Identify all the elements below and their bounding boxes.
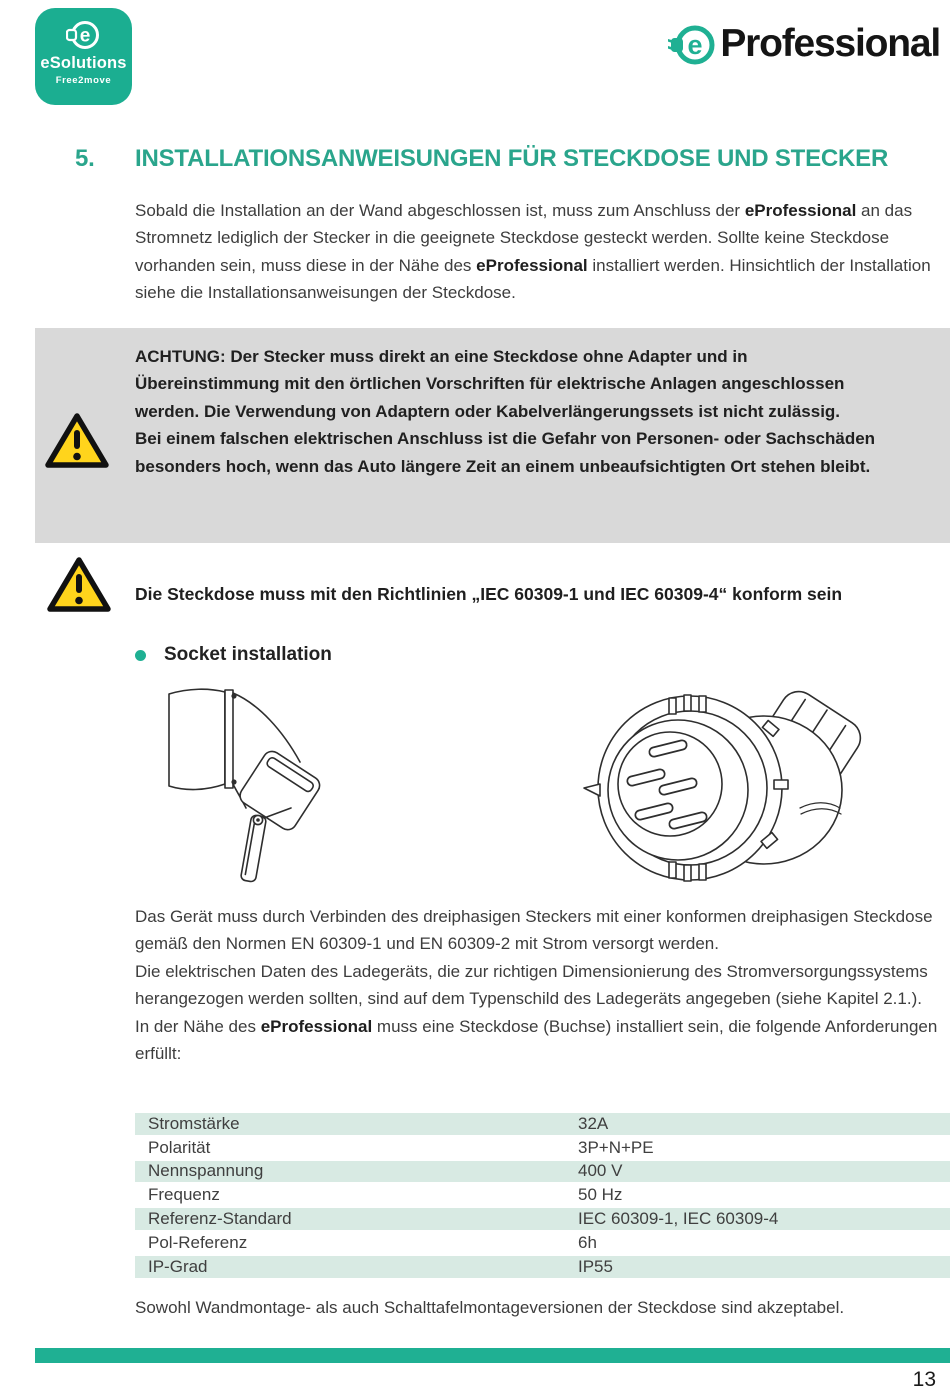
compliance-note: Die Steckdose muss mit den Richtlinien „IEC 60309-1 und IEC 60309-4“ konform sein bbox=[135, 584, 843, 604]
body-paragraph-3 bbox=[135, 1013, 940, 1068]
closing-sentence: Sowohl Wandmontage- als auch Schalttafelmontageversionen der Steckdose sind akzeptabel. bbox=[135, 1298, 845, 1317]
table-row bbox=[135, 1112, 950, 1136]
table-row bbox=[135, 1160, 950, 1184]
bullet-dot-icon bbox=[135, 650, 146, 661]
table-row bbox=[135, 1136, 950, 1160]
table-row bbox=[135, 1255, 950, 1279]
plug-drawing bbox=[568, 688, 863, 888]
spec-label: Nennspannung bbox=[148, 1161, 264, 1181]
spec-value: 3P+N+PE bbox=[578, 1137, 654, 1157]
spec-label: Polarität bbox=[148, 1137, 211, 1157]
table-row bbox=[135, 1231, 950, 1255]
svg-text:e: e bbox=[79, 25, 90, 47]
spec-label: IP-Grad bbox=[148, 1256, 208, 1276]
spec-label: Frequenz bbox=[148, 1185, 220, 1205]
spec-value: 400 V bbox=[578, 1161, 623, 1181]
free2move-wordmark: Free2move bbox=[55, 75, 112, 86]
esolutions-wordmark: eSolutions bbox=[40, 54, 127, 72]
page-number: 13 bbox=[912, 1368, 936, 1391]
intro-text: installiert werden. Hinsichtlich der Installation siehe die Installationsanweisungen der Steckdose. bbox=[135, 255, 931, 303]
intro-text: Sobald die Installation an der Wand abgeschlossen ist, muss zum Anschluss der bbox=[135, 201, 745, 220]
socket-installation-label: Socket installation bbox=[164, 644, 332, 665]
intro-text: an das Stromnetz lediglich der Stecker in die geeignete Steckdose gesteckt werden. Sollte keine Steckdose vorhanden sein, muss diese in der Nähe des bbox=[135, 201, 913, 275]
spec-value: 50 Hz bbox=[578, 1185, 623, 1205]
section-heading bbox=[75, 145, 888, 173]
caution-text bbox=[135, 343, 877, 480]
table-row bbox=[135, 1183, 950, 1207]
caution-paragraph-1: ACHTUNG: Der Stecker muss direkt an eine Steckdose ohne Adapter und in Übereinstimmung mit den örtlichen Vorschriften für elektrische Anlagen angeschlossen werden. Die Verwendung von Adaptern oder Kabelverlängerungssets ist nicht zulässig. bbox=[135, 347, 845, 421]
section-title: INSTALLATIONSANWEISUNGEN FÜR STECKDOSE UND STECKER bbox=[135, 145, 889, 172]
eprofessional-logo bbox=[668, 20, 940, 70]
table-row bbox=[135, 1207, 950, 1231]
socket-drawing bbox=[163, 684, 338, 890]
socket-spec-table bbox=[135, 1112, 950, 1279]
esolutions-e-emblem-icon bbox=[66, 17, 102, 53]
body-text: In der Nähe des bbox=[135, 1016, 261, 1036]
spec-label: Stromstärke bbox=[148, 1113, 240, 1133]
spec-value: 32A bbox=[578, 1113, 609, 1133]
footer-bar bbox=[35, 1348, 950, 1363]
spec-value: 6h bbox=[578, 1232, 597, 1252]
body-paragraphs bbox=[135, 903, 940, 1067]
eprofessional-e-emblem-icon bbox=[668, 20, 718, 70]
svg-text:e: e bbox=[687, 30, 703, 60]
intro-paragraph bbox=[135, 197, 941, 307]
spec-label: Pol-Referenz bbox=[148, 1232, 248, 1252]
body-bold-eprofessional: eProfessional bbox=[260, 1016, 373, 1036]
esolutions-logo bbox=[35, 8, 132, 105]
intro-bold-eprofessional: eProfessional bbox=[476, 255, 588, 275]
eprofessional-wordmark: Professional bbox=[720, 21, 940, 65]
intro-bold-eprofessional: eProfessional bbox=[744, 201, 857, 220]
body-paragraph-2: Die elektrischen Daten des Ladegeräts, die zur richtigen Dimensionierung des Stromversorgungssystems herangezogen werden sollten, sind auf dem Typenschild des Ladegeräts angegeben (siehe Kapitel 2.1.). bbox=[135, 961, 928, 1009]
spec-value: IP55 bbox=[578, 1256, 613, 1276]
section-number: 5. bbox=[75, 145, 95, 172]
spec-value: IEC 60309-1, IEC 60309-4 bbox=[578, 1209, 779, 1229]
spec-label: Referenz-Standard bbox=[148, 1209, 292, 1229]
caution-paragraph-2: Bei einem falschen elektrischen Anschluss ist die Gefahr von Personen- oder Sachschäden besonders hoch, wenn das Auto längere Zeit an einem unbeaufsichtigten Ort stehen bleibt. bbox=[135, 429, 876, 476]
warning-triangle-icon bbox=[44, 412, 110, 470]
warning-triangle-icon bbox=[46, 556, 112, 614]
caution-box bbox=[35, 328, 950, 543]
body-paragraph-1: Das Gerät muss durch Verbinden des dreiphasigen Steckers mit einer konformen dreiphasigen Steckdose gemäß den Normen EN 60309-1 und EN 60309-2 mit Strom versorgt werden. bbox=[135, 907, 933, 954]
body-text: muss eine Steckdose (Buchse) installiert sein, die folgende Anforderungen erfüllt: bbox=[135, 1016, 938, 1064]
